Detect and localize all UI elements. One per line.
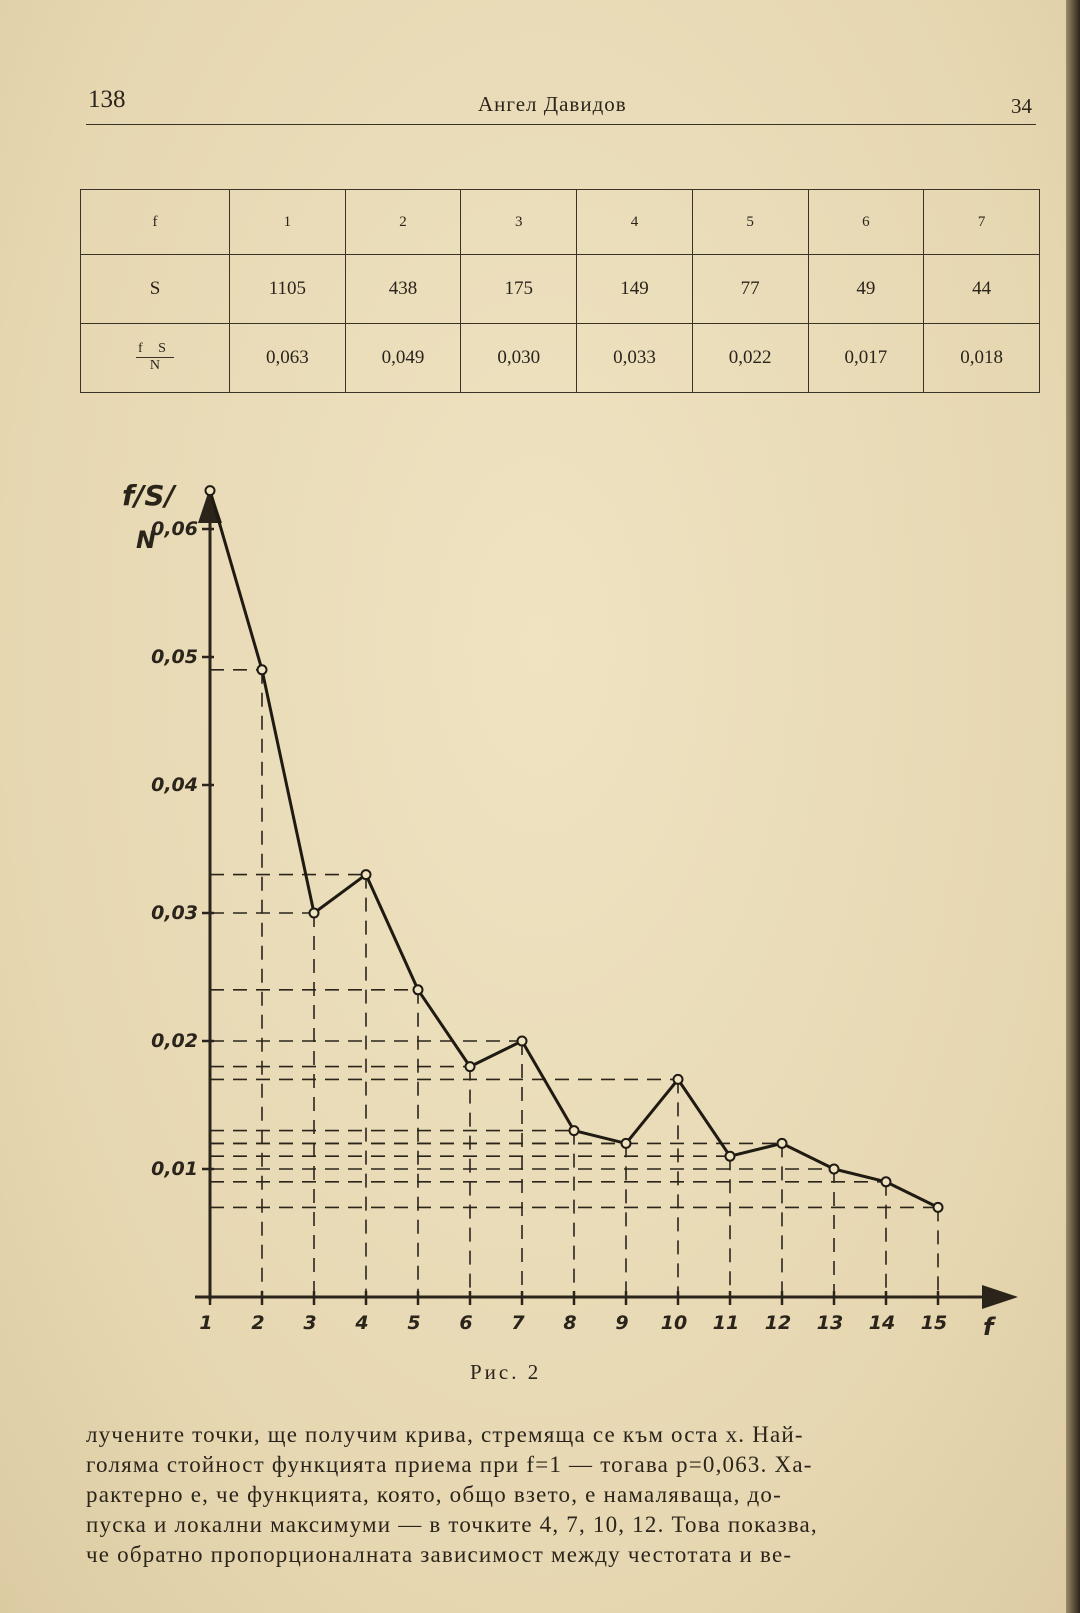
- fraction-denominator: N: [149, 358, 161, 373]
- y-tick-label: 0,03: [151, 902, 198, 924]
- table-cell: 0,033: [577, 324, 693, 393]
- table-cell: 0,063: [230, 324, 346, 393]
- x-tick-label: 12: [764, 1312, 792, 1334]
- text-line: че обратно пропорционалната зависимост между честотата и ве-: [86, 1542, 793, 1567]
- running-head: Ангел Давидов: [478, 92, 627, 116]
- x-tick-label: 1: [199, 1312, 213, 1334]
- page-number: 138: [88, 86, 126, 113]
- x-axis-label: f: [983, 1313, 994, 1341]
- data-point: [570, 1126, 579, 1135]
- x-tick-label: 7: [511, 1312, 525, 1334]
- text-line: пуска и локални максимуми — в точките 4, 7, 10, 12. Това показва,: [86, 1512, 818, 1537]
- data-point: [466, 1062, 475, 1071]
- table-cell: 2: [345, 190, 461, 255]
- data-point: [882, 1177, 891, 1186]
- data-point: [206, 486, 215, 495]
- table-cell: 0,049: [345, 324, 461, 393]
- table-cell: 1: [230, 190, 346, 255]
- y-tick-label: 0,04: [151, 774, 198, 796]
- table-cell: 49: [808, 255, 924, 324]
- series-line: [210, 491, 938, 1208]
- y-axis-label-bottom: N: [136, 526, 157, 554]
- table-cell: 149: [577, 255, 693, 324]
- table-cell: 6: [808, 190, 924, 255]
- axis-ticks: [151, 518, 947, 1334]
- table-cell: 77: [692, 255, 808, 324]
- x-tick-label: 10: [660, 1312, 688, 1334]
- table-cell: 0,018: [924, 324, 1040, 393]
- x-tick-label: 4: [355, 1312, 369, 1334]
- data-point: [830, 1165, 839, 1174]
- projection-lines: [210, 670, 938, 1297]
- data-point: [310, 909, 319, 918]
- x-tick-label: 11: [712, 1312, 740, 1334]
- table-cell: 7: [924, 190, 1040, 255]
- table-cell: 0,030: [461, 324, 577, 393]
- data-point: [622, 1139, 631, 1148]
- y-axis-label-top: f/S/: [122, 479, 175, 512]
- body-paragraph: [86, 1420, 1026, 1570]
- x-tick-label: 8: [563, 1312, 577, 1334]
- data-points: [206, 486, 943, 1212]
- data-point: [258, 665, 267, 674]
- data-point: [934, 1203, 943, 1212]
- text-line: лучените точки, ще получим крива, стремяща се към оста x. Най-: [86, 1422, 804, 1447]
- table-cell: 0,017: [808, 324, 924, 393]
- data-point: [414, 985, 423, 994]
- y-tick-label: 0,02: [151, 1030, 198, 1052]
- x-tick-label: 9: [615, 1312, 629, 1334]
- data-point: [362, 870, 371, 879]
- x-tick-label: 6: [459, 1312, 473, 1334]
- x-tick-label: 2: [251, 1312, 265, 1334]
- x-tick-label: 13: [816, 1312, 844, 1334]
- data-point: [726, 1152, 735, 1161]
- side-number: 34: [1011, 94, 1032, 118]
- x-tick-label: 3: [303, 1312, 317, 1334]
- table-cell: 438: [345, 255, 461, 324]
- y-tick-label: 0,01: [151, 1158, 198, 1180]
- row-label-s: S: [81, 255, 230, 324]
- x-tick-label: 14: [868, 1312, 896, 1334]
- y-tick-label: 0,05: [151, 646, 198, 668]
- figure-caption: Рис. 2: [470, 1360, 542, 1384]
- data-line: [210, 491, 938, 1208]
- chart-axes: [122, 479, 1000, 1341]
- table-cell: 0,022: [692, 324, 808, 393]
- table-cell: 3: [461, 190, 577, 255]
- text-line: голяма стойност функцията приема при f=1 — тогава p=0,063. Ха-: [86, 1452, 813, 1477]
- data-point: [674, 1075, 683, 1084]
- y-tick-label: 0,06: [151, 518, 198, 540]
- table-cell: 4: [577, 190, 693, 255]
- table-cell: 175: [461, 255, 577, 324]
- row-label-f: f: [81, 190, 230, 255]
- data-point: [518, 1037, 527, 1046]
- x-tick-label: 15: [920, 1312, 948, 1334]
- text-line: рактерно е, че функцията, която, общо взето, е намаляваща, до-: [86, 1482, 782, 1507]
- table-cell: 44: [924, 255, 1040, 324]
- data-point: [778, 1139, 787, 1148]
- table-cell: 1105: [230, 255, 346, 324]
- table-cell: 5: [692, 190, 808, 255]
- x-tick-label: 5: [407, 1312, 421, 1334]
- fraction-numerator: f S: [138, 341, 172, 356]
